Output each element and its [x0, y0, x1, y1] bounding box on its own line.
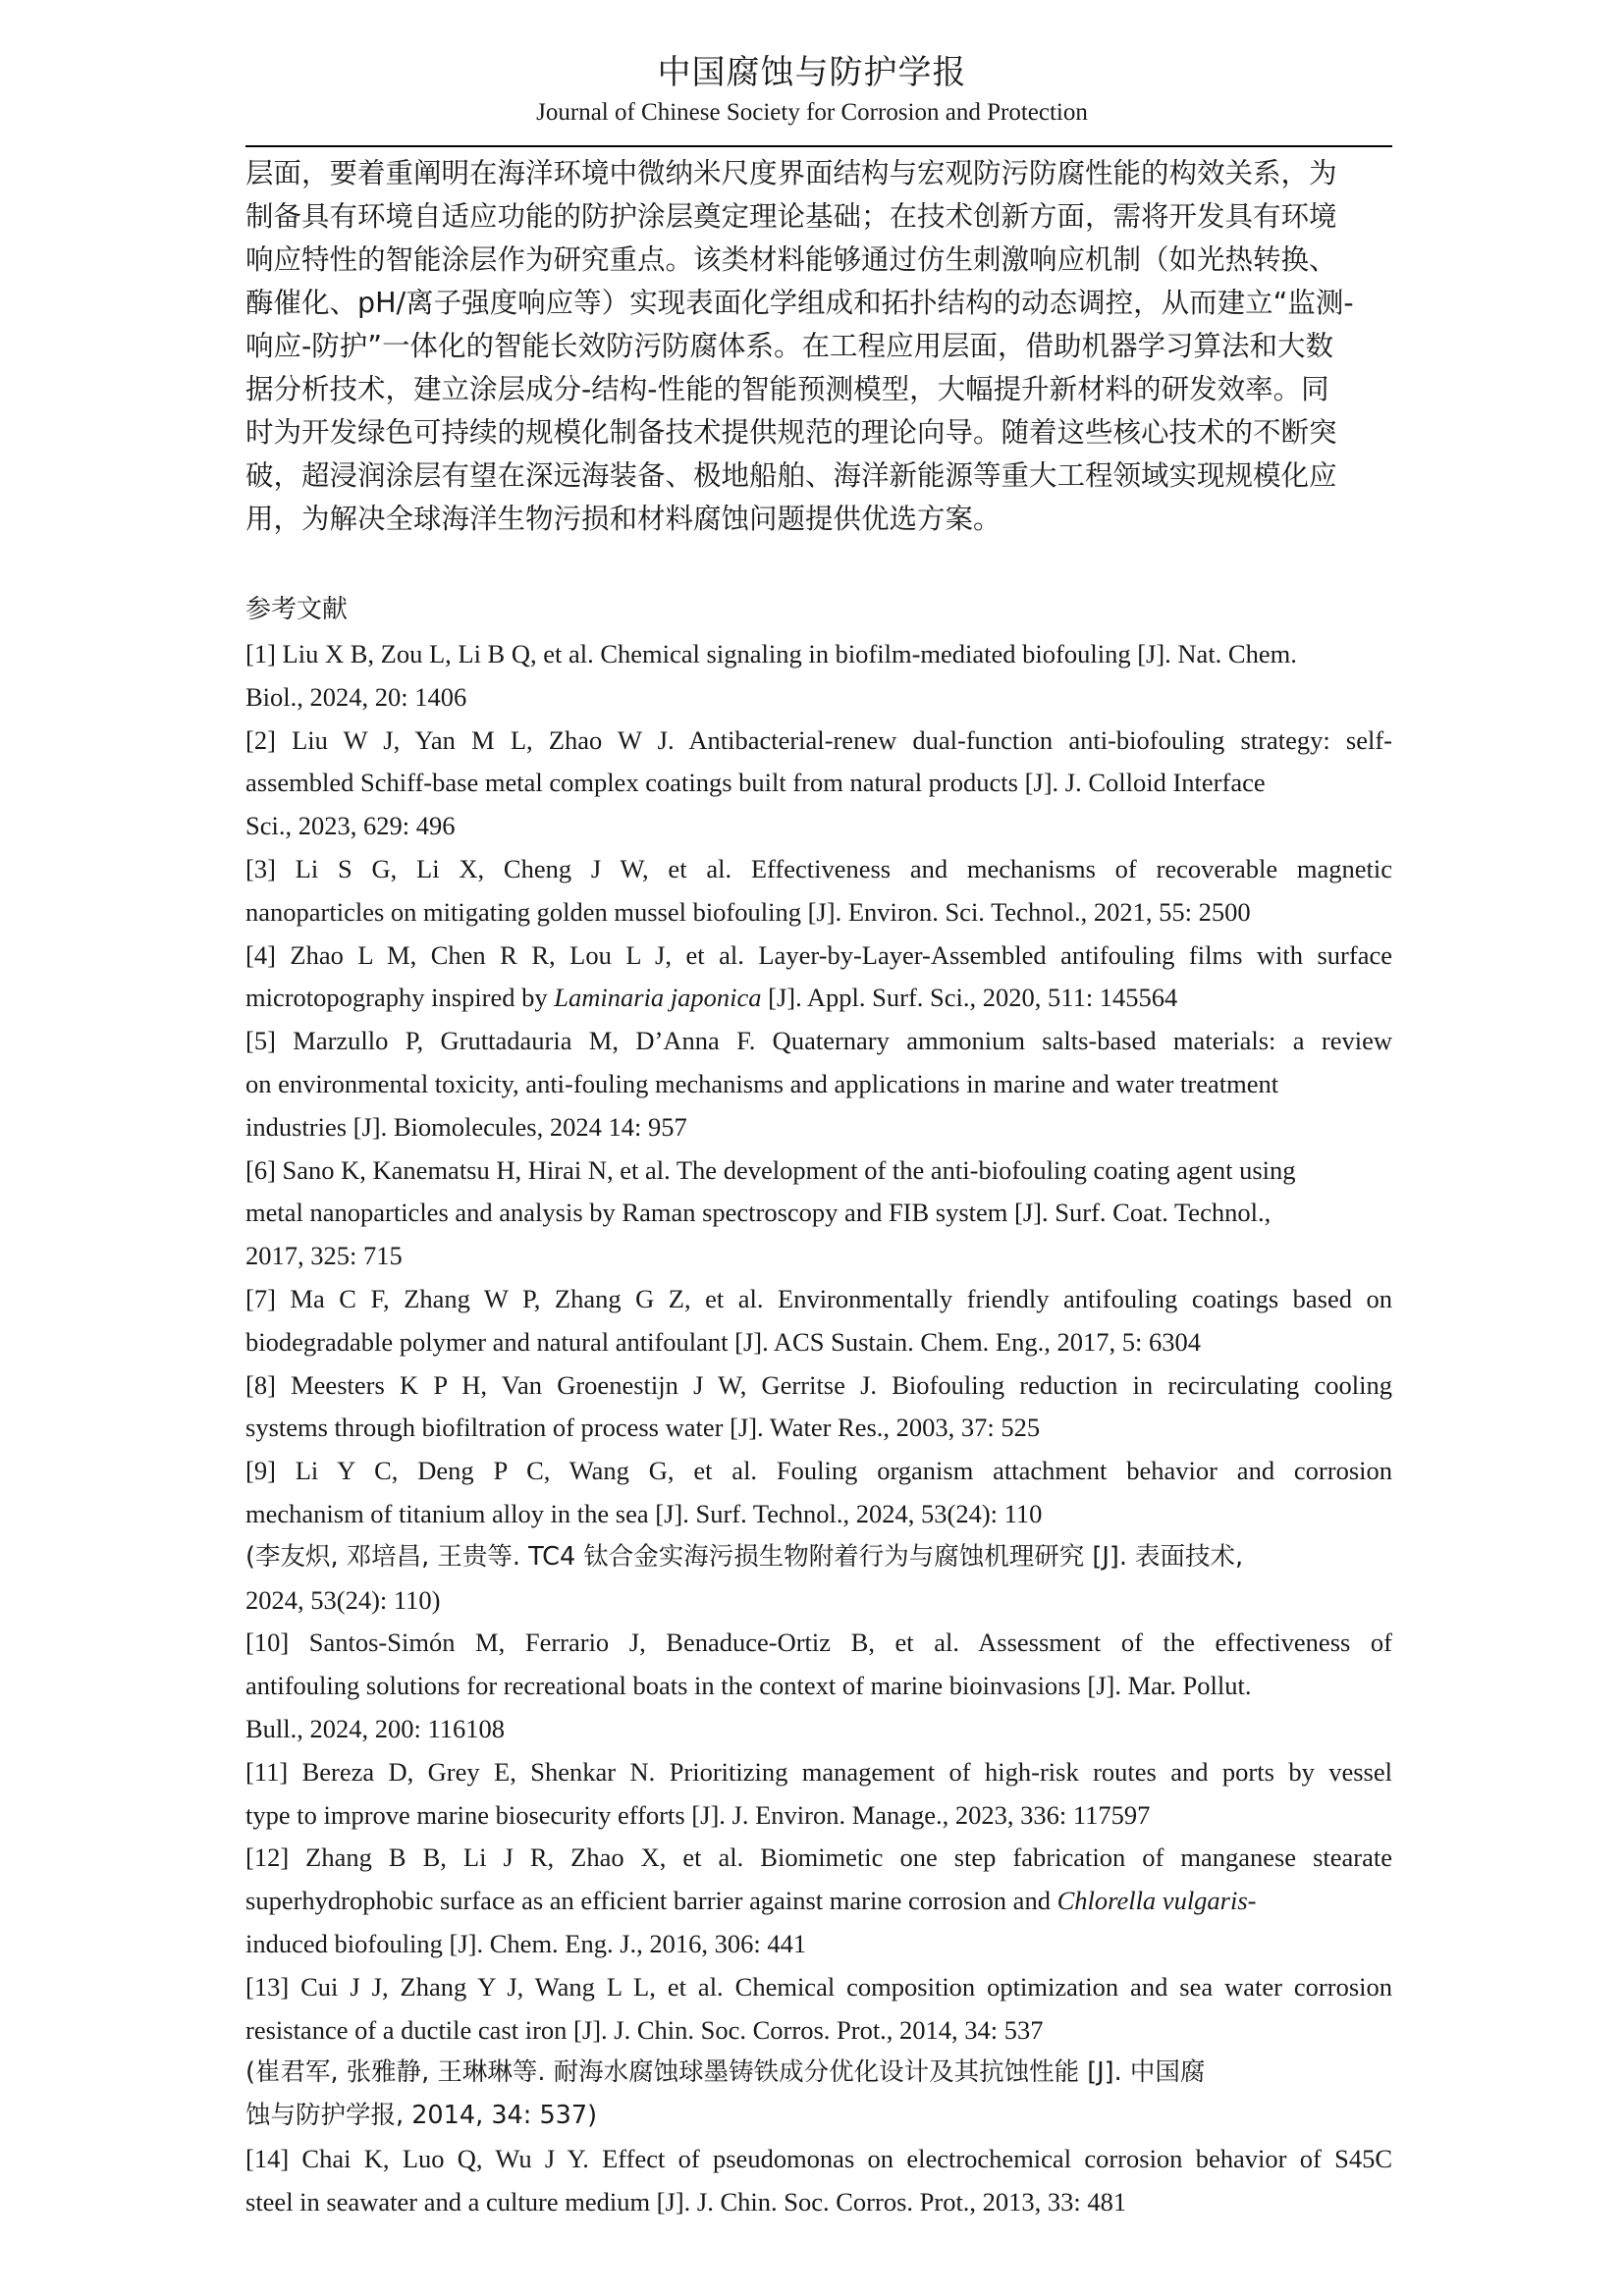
reference-line: 2024, 53(24): 110) — [245, 1584, 441, 1615]
body-line: 酶催化、pH/离子强度响应等）实现表面化学组成和拓扑结构的动态调控，从而建立“监测- — [245, 287, 1354, 319]
reference-text: microtopography inspired by — [245, 983, 555, 1013]
reference-line: systems through biofiltration of process water [J]. Water Res., 2003, 37: 525 — [245, 1413, 1041, 1443]
reference-line: [11] Bereza D, Grey E, Shenkar N. Prioritizing management of high-risk routes and ports by vessel — [245, 1756, 1392, 1787]
journal-title-en: Journal of Chinese Society for Corrosion and Protection — [536, 99, 1088, 126]
reference-line: [2] Liu W J, Yan M L, Zhao W J. Antibacterial-renew dual-function anti-biofouling strategy: self- — [245, 724, 1392, 755]
reference-line: [4] Zhao L M, Chen R R, Lou L J, et al. Layer-by-Layer-Assembled antifouling films with surface — [245, 939, 1392, 970]
reference-line-cn: (李友炽, 邓培昌, 王贵等. TC4 钛合金实海污损生物附着行为与腐蚀机理研究 [J]. 表面技术, — [245, 1541, 1244, 1572]
reference-line: Sci., 2023, 629: 496 — [245, 811, 456, 841]
reference-line-cn: 蚀与防护学报, 2014, 34: 537) — [245, 2101, 598, 2131]
reference-line: [6] Sano K, Kanematsu H, Hirai N, et al. The development of the anti-biofouling coating agent using — [245, 1154, 1296, 1185]
reference-line: mechanism of titanium alloy in the sea [J]. Surf. Technol., 2024, 53(24): 110 — [245, 1498, 1043, 1528]
body-line: 时为开发绿色可持续的规模化制备技术提供规范的理论向导。随着这些核心技术的不断突 — [245, 416, 1337, 449]
body-line: 层面，要着重阐明在海洋环境中微纳米尺度界面结构与宏观防污防腐性能的构效关系，为 — [245, 157, 1337, 189]
references-heading: 参考文献 — [245, 595, 349, 624]
reference-line: on environmental toxicity, anti-fouling mechanisms and applications in marine and water treatment — [245, 1068, 1279, 1098]
reference-line: [14] Chai K, Luo Q, Wu J Y. Effect of pseudomonas on electrochemical corrosion behavior of S45C — [245, 2143, 1392, 2173]
reference-line: 2017, 325: 715 — [245, 1241, 403, 1271]
reference-line: [1] Liu X B, Zou L, Li B Q, et al. Chemical signaling in biofilm-mediated biofouling [J]. Nat. Chem. — [245, 639, 1297, 668]
reference-line: industries [J]. Biomolecules, 2024 14: 957 — [245, 1111, 687, 1142]
reference-line — [245, 1880, 1392, 1923]
reference-line — [245, 977, 1392, 1020]
reference-line: steel in seawater and a culture medium [J]. J. Chin. Soc. Corros. Prot., 2013, 33: 481 — [245, 2186, 1127, 2216]
reference-line: [10] Santos-Simón M, Ferrario J, Benaduce-Ortiz B, et al. Assessment of the effectiveness of — [245, 1628, 1392, 1658]
reference-line-cn: (崔君军, 张雅静, 王琳琳等. 耐海水腐蚀球墨铸铁成分优化设计及其抗蚀性能 [J]. 中国腐 — [245, 2057, 1206, 2088]
body-line: 用，为解决全球海洋生物污损和材料腐蚀问题提供优选方案。 — [245, 503, 1001, 535]
reference-line: type to improve marine biosecurity efforts [J]. J. Environ. Manage., 2023, 336: 117597 — [245, 1799, 1151, 1830]
reference-line: metal nanoparticles and analysis by Raman spectroscopy and FIB system [J]. Surf. Coat. Technol., — [245, 1198, 1272, 1228]
reference-list — [245, 633, 1392, 2223]
reference-line: nanoparticles on mitigating golden mussel biofouling [J]. Environ. Sci. Technol., 2021, 55: 2500 — [245, 896, 1251, 927]
journal-title-cn: 中国腐蚀与防护学报 — [657, 53, 967, 92]
reference-text: superhydrophobic surface as an efficient barrier against marine corrosion and — [245, 1886, 1057, 1916]
reference-text: [J]. Appl. Surf. Sci., 2020, 511: 145564 — [768, 983, 1178, 1013]
reference-line: Bull., 2024, 200: 116108 — [245, 1713, 506, 1743]
body-line: 响应-防护”一体化的智能长效防污防腐体系。在工程应用层面，借助机器学习算法和大数 — [245, 330, 1334, 362]
reference-line: antifouling solutions for recreational boats in the context of marine bioinvasions [J]. Mar. Pollut. — [245, 1671, 1252, 1701]
reference-line: [3] Li S G, Li X, Cheng J W, et al. Effectiveness and mechanisms of recoverable magnetic — [245, 853, 1392, 883]
header-rule — [245, 145, 1392, 147]
reference-line: induced biofouling [J]. Chem. Eng. J., 2016, 306: 441 — [245, 1928, 807, 1958]
page-header — [0, 51, 1624, 130]
body-line: 响应特性的智能涂层作为研究重点。该类材料能够通过仿生刺激响应机制（如光热转换、 — [245, 243, 1337, 276]
italic-species-name: Laminaria japonica — [554, 983, 762, 1013]
body-line: 破，超浸润涂层有望在深远海装备、极地船舶、海洋新能源等重大工程领域实现规模化应 — [245, 459, 1337, 492]
page-content — [245, 152, 1392, 2223]
reference-line: [7] Ma C F, Zhang W P, Zhang G Z, et al. Environmentally friendly antifouling coatings based on — [245, 1283, 1392, 1313]
reference-line: [5] Marzullo P, Gruttadauria M, D’Anna F. Quaternary ammonium salts-based materials: a review — [245, 1026, 1392, 1056]
reference-line: [8] Meesters K P H, Van Groenestijn J W, Gerritse J. Biofouling reduction in recirculating cooling — [245, 1369, 1392, 1400]
body-line: 据分析技术，建立涂层成分-结构-性能的智能预测模型，大幅提升新材料的研发效率。同 — [245, 373, 1329, 405]
body-paragraph — [245, 152, 1392, 541]
italic-species-name: Chlorella vulgaris- — [1056, 1886, 1257, 1916]
reference-line: resistance of a ductile cast iron [J]. J. Chin. Soc. Corros. Prot., 2014, 34: 537 — [245, 2014, 1044, 2045]
reference-line: Biol., 2024, 20: 1406 — [245, 681, 467, 712]
reference-line: [9] Li Y C, Deng P C, Wang G, et al. Fouling organism attachment behavior and corrosion — [245, 1456, 1392, 1486]
reference-line: [12] Zhang B B, Li J R, Zhao X, et al. Biomimetic one step fabrication of manganese stearate — [245, 1842, 1392, 1873]
reference-line: assembled Schiff-base metal complex coatings built from natural products [J]. J. Colloid Interface — [245, 768, 1266, 798]
reference-line: [13] Cui J J, Zhang Y J, Wang L L, et al. Chemical composition optimization and sea water corrosion — [245, 1971, 1392, 2002]
body-line: 制备具有环境自适应功能的防护涂层奠定理论基础；在技术创新方面，需将开发具有环境 — [245, 200, 1337, 233]
reference-line: biodegradable polymer and natural antifoulant [J]. ACS Sustain. Chem. Eng., 2017, 5: 6304 — [245, 1326, 1201, 1357]
